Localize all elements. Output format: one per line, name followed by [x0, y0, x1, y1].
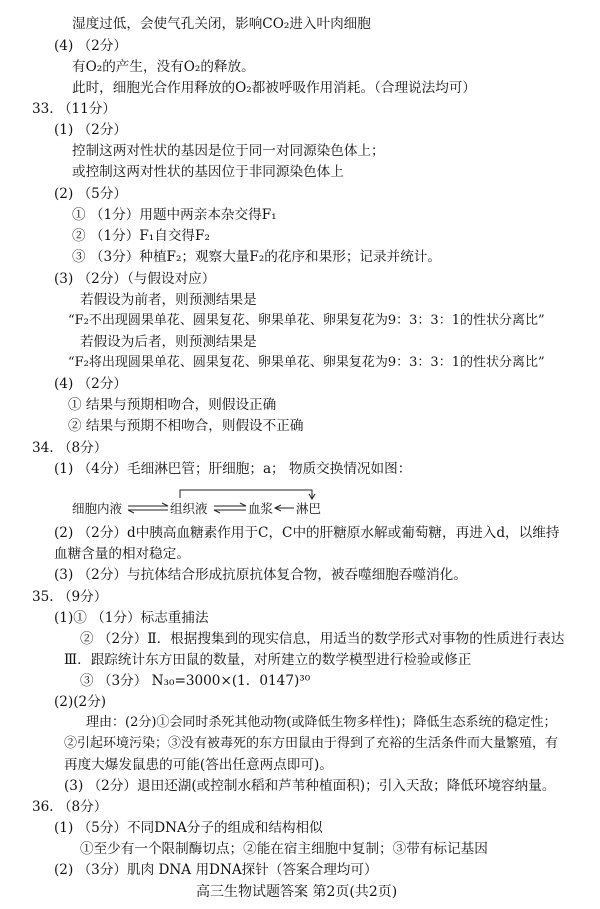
- line: (2)(2分): [54, 694, 107, 710]
- line: Ⅲ．跟踪统计东方田鼠的数量，对所建立的数学模型进行检验或修正: [64, 652, 472, 668]
- line: (2) （5分）: [54, 186, 128, 202]
- line: (2) （3分）肌肉 DNA 用DNA探针（答案合理均可）: [54, 862, 378, 878]
- line: (3) （2分）与抗体结合形成抗原抗体复合物，被吞噬细胞吞噬消化。: [54, 567, 467, 583]
- line: 理由：(2分)①会同时杀死其他动物(或降低生物多样性)；降低生态系统的稳定性；: [86, 715, 557, 730]
- fluid-exchange-diagram: [72, 484, 332, 522]
- line: (4) （2分）: [54, 38, 128, 54]
- line: ② （1分）F₁自交得F₂: [72, 228, 210, 244]
- line: 控制这两对性状的基因是位于同一对同源染色体上；: [72, 143, 385, 159]
- line: ① （1分）用题中两亲本杂交得F₁: [72, 207, 277, 223]
- tissue-fluid-label: 组织液: [170, 501, 208, 516]
- line: 有O₂的产生，没有O₂的释放。: [72, 59, 255, 75]
- line: (1) （5分）不同DNA分子的组成和结构相似: [54, 820, 323, 836]
- line: “F₂不出现圆果单花、圆果复花、卵果单花、卵果复花为9：3：3：1的性状分离比”: [68, 313, 545, 328]
- line: (1)① （1分）标志重捕法: [54, 610, 209, 626]
- line: 湿度过低，会使气孔关闭，影响CO₂进入叶肉细胞: [72, 16, 371, 32]
- line: ③ （3分） N₃₀=3000×(1．0147)³⁰: [80, 673, 311, 689]
- line: 或控制这两对性状的基因位于非同源染色体上: [72, 164, 344, 180]
- line: ①至少有一个限制酶切点；②能在宿主细胞中复制；③带有标记基因: [80, 841, 488, 857]
- line: (1) （2分）: [54, 122, 128, 138]
- plasma-label: 血浆: [248, 501, 274, 516]
- line: ① 结果与预期相吻合，则假设正确: [68, 397, 277, 413]
- question-heading: 35. （9分）: [32, 589, 108, 605]
- line: (3) （2分）退田还湖(或控制水稻和芦苇种植面积)；引入天敌；降低环境容纳量。: [64, 778, 556, 794]
- line: ③ （3分）种植F₂；观察大量F₂的花序和果形；记录并统计。: [72, 249, 441, 265]
- line: 再度大爆发鼠患的可能(答出任意两点即可)。: [64, 757, 333, 773]
- line: (2) （2分）d中胰高血糖素作用于C，C中的肝糖原水解或葡萄糖，再进入d，以维持: [54, 525, 560, 541]
- lymph-label: 淋巴: [296, 501, 322, 516]
- line: ② （2分）Ⅱ．根据搜集到的现实信息，用适当的数学形式对事物的性质进行表达: [80, 631, 565, 647]
- line: 36. （8分）: [32, 799, 108, 815]
- question-heading: 34. （8分）: [32, 440, 108, 456]
- line: ② 结果与预期不相吻合，则假设不正确: [68, 418, 304, 434]
- line: (1) （4分）毛细淋巴管；肝细胞；a； 物质交换情况如图：: [54, 461, 412, 477]
- line: (4) （2分）: [54, 376, 128, 392]
- line: ②引起环境污染；③没有被毒死的东方田鼠由于得到了充裕的生活条件而大量繁殖，有: [64, 736, 559, 751]
- line: 若假设为后者，则预测结果是: [80, 334, 257, 350]
- line: 血糖含量的相对稳定。: [54, 546, 190, 562]
- line: 若假设为前者，则预测结果是: [80, 292, 257, 308]
- line: “F₂将出现圆果单花、圆果复花、卵果单花、卵果复花为9：3：3：1的性状分离比”: [68, 355, 545, 370]
- line: 此时，细胞光合作用释放的O₂都被呼吸作用消耗。（合理说法均可）: [72, 80, 477, 96]
- line: (3) （2分）（与假设对应）: [54, 271, 216, 287]
- question-heading: 33. （11分）: [32, 101, 117, 117]
- page-footer: 高三生物试题答案 第2页(共2页): [196, 884, 398, 900]
- cell-fluid-label: 细胞内液: [72, 501, 123, 516]
